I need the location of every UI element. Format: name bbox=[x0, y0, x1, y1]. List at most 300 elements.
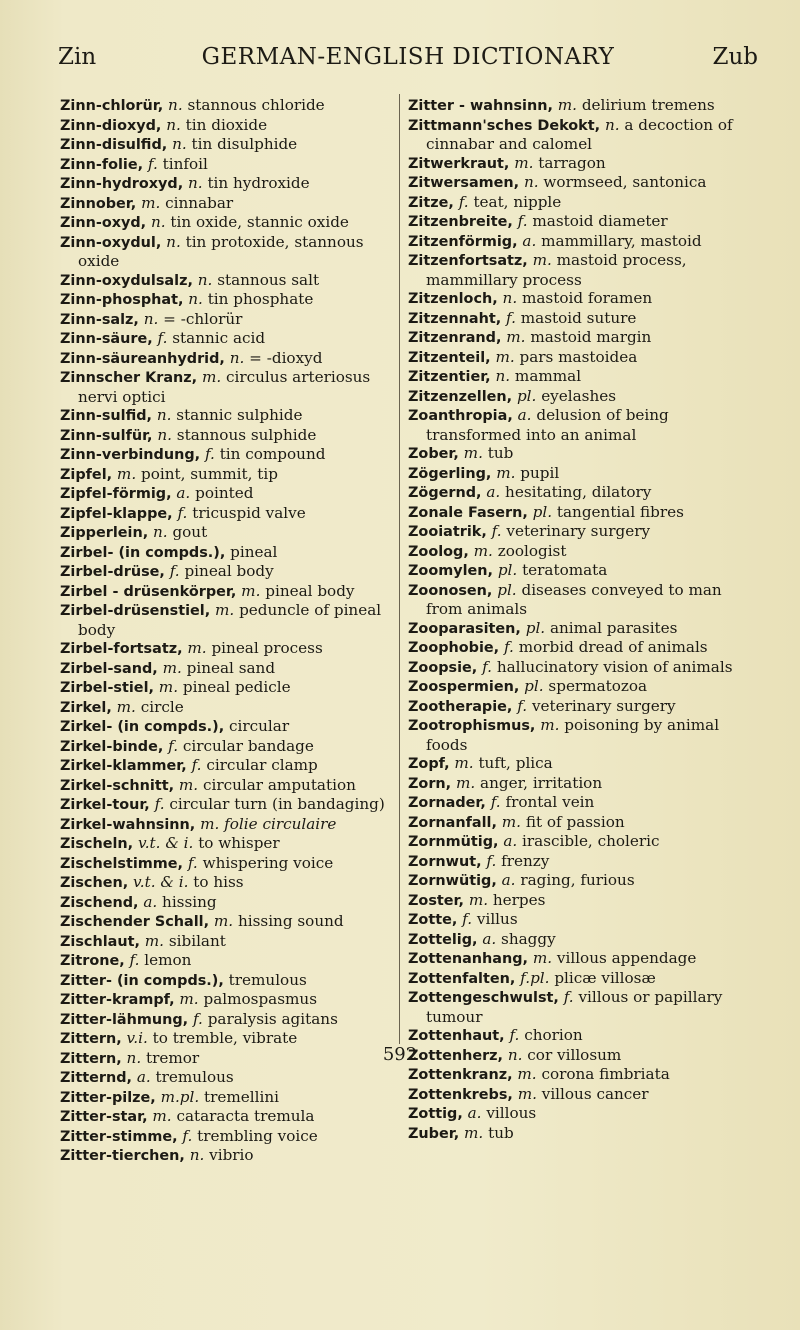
part-of-speech: a. bbox=[501, 871, 516, 889]
definition: villous cancer bbox=[541, 1084, 649, 1103]
headword: Zinn-dioxyd, bbox=[60, 117, 162, 134]
definition: tinfoil bbox=[162, 154, 208, 173]
dictionary-entry bbox=[408, 930, 754, 950]
right-guide-word: Zub bbox=[712, 44, 758, 70]
headword: Zipfel, bbox=[60, 466, 113, 483]
headword: Zirbel-drüsenstiel, bbox=[60, 603, 211, 619]
headword: Zirbel- (in compds.), bbox=[60, 544, 226, 561]
definition: frenzy bbox=[501, 851, 550, 870]
definition: tremellini bbox=[204, 1087, 279, 1106]
definition: pineal bbox=[230, 542, 278, 561]
part-of-speech: m. bbox=[506, 328, 526, 346]
dictionary-entry bbox=[60, 717, 392, 737]
definition: cinnabar bbox=[165, 193, 234, 212]
headword: Zirkel-schnitt, bbox=[60, 777, 175, 794]
definition: poisoning by animal foods bbox=[426, 716, 720, 754]
dictionary-entry bbox=[408, 464, 754, 484]
dictionary-entry bbox=[408, 387, 754, 407]
part-of-speech: f. bbox=[486, 851, 497, 870]
definition: plicæ villosæ bbox=[554, 968, 656, 987]
headword: Zinn-chlorür, bbox=[60, 98, 164, 114]
definition: tub bbox=[488, 1123, 514, 1142]
part-of-speech: pl. bbox=[497, 561, 518, 579]
definition: villous appendage bbox=[556, 949, 697, 967]
part-of-speech: a. bbox=[143, 892, 158, 911]
headword: Zipfel-klappe, bbox=[60, 505, 173, 522]
part-of-speech: a. bbox=[467, 1104, 482, 1122]
dictionary-entry bbox=[60, 1107, 392, 1127]
dictionary-entry bbox=[60, 698, 392, 718]
headword: Zottelig, bbox=[408, 931, 478, 948]
part-of-speech: n. bbox=[197, 270, 213, 289]
definition: vibrio bbox=[209, 1146, 254, 1164]
part-of-speech: f. bbox=[169, 562, 180, 580]
dictionary-entry bbox=[60, 795, 392, 815]
part-of-speech: f. bbox=[168, 736, 179, 755]
definition: a decoction of cinnabar and calomel bbox=[426, 115, 733, 153]
definition: tangential fibres bbox=[556, 502, 684, 521]
dictionary-entry bbox=[408, 1065, 754, 1085]
definition: pineal body bbox=[265, 581, 355, 600]
part-of-speech: m. bbox=[517, 1084, 537, 1103]
running-header bbox=[58, 44, 758, 80]
definition: corona fimbriata bbox=[541, 1065, 670, 1083]
dictionary-entry bbox=[60, 290, 392, 310]
dictionary-entry bbox=[408, 116, 754, 154]
part-of-speech: n. bbox=[157, 425, 172, 444]
definition: mastoid foramen bbox=[521, 289, 653, 307]
definition: tin dioxide bbox=[185, 115, 268, 134]
headword: Zinn-phosphat, bbox=[60, 292, 184, 308]
definition: paralysis agitans bbox=[207, 1009, 338, 1028]
part-of-speech: pl. bbox=[524, 677, 544, 695]
dictionary-entry bbox=[60, 1010, 392, 1030]
headword: Zottenfalten, bbox=[408, 970, 516, 987]
dictionary-entry bbox=[60, 368, 392, 406]
dictionary-entry bbox=[60, 116, 392, 136]
headword: Zitter - wahnsinn, bbox=[408, 98, 553, 114]
definition: pupil bbox=[520, 463, 560, 482]
dictionary-entry bbox=[60, 310, 392, 330]
headword: Zornmütig, bbox=[408, 834, 499, 850]
headword: Zonale Fasern, bbox=[408, 504, 528, 521]
headword: Zipperlein, bbox=[60, 525, 149, 541]
part-of-speech: n. bbox=[229, 348, 245, 367]
definition: mastoid diameter bbox=[532, 212, 668, 230]
definition: to whisper bbox=[198, 834, 280, 852]
dictionary-entry bbox=[60, 639, 392, 659]
headword: Zinn-säureanhydrid, bbox=[60, 350, 225, 367]
part-of-speech: m. bbox=[464, 1123, 484, 1142]
dictionary-entry bbox=[408, 716, 754, 754]
definition: eyelashes bbox=[541, 386, 617, 405]
part-of-speech: f. bbox=[177, 503, 188, 522]
dictionary-entry bbox=[60, 854, 392, 874]
page-number: 592 bbox=[382, 1044, 418, 1065]
definition: tin compound bbox=[219, 445, 326, 463]
dictionary-entry bbox=[60, 932, 392, 952]
definition: zoologist bbox=[497, 541, 567, 560]
dictionary-entry bbox=[408, 754, 754, 774]
headword: Zottenkranz, bbox=[408, 1067, 513, 1083]
headword: Zornwütig, bbox=[408, 873, 497, 889]
part-of-speech: m. bbox=[241, 581, 261, 600]
dictionary-entry bbox=[60, 1127, 392, 1147]
part-of-speech: n. bbox=[126, 1048, 142, 1067]
definition: diseases conveyed to man from animals bbox=[426, 580, 722, 618]
definition: animal parasites bbox=[549, 618, 678, 637]
part-of-speech: f. bbox=[491, 522, 502, 540]
definition: fit of passion bbox=[525, 812, 625, 831]
part-of-speech: f. bbox=[517, 696, 528, 715]
headword: Zirkel, bbox=[60, 699, 112, 716]
part-of-speech: m. bbox=[473, 541, 493, 560]
definition: tarragon bbox=[538, 153, 606, 172]
definition: sibilant bbox=[168, 931, 226, 950]
dictionary-entry bbox=[408, 542, 754, 562]
part-of-speech: a. bbox=[136, 1068, 151, 1086]
part-of-speech: pl. bbox=[516, 386, 537, 405]
headword: Zirkel-binde, bbox=[60, 738, 164, 755]
headword: Zober, bbox=[408, 446, 459, 462]
definition: spermatozoa bbox=[548, 677, 648, 695]
part-of-speech: n. bbox=[188, 290, 203, 308]
headword: Zooparasiten, bbox=[408, 620, 521, 637]
definition: villous bbox=[486, 1104, 537, 1122]
part-of-speech: f. bbox=[482, 657, 492, 676]
headword: Zinn-oxydulsalz, bbox=[60, 272, 193, 289]
definition: irascible, choleric bbox=[522, 832, 660, 850]
part-of-speech: n. bbox=[507, 1045, 523, 1064]
dictionary-entry bbox=[60, 678, 392, 698]
headword: Zinn-sulfür, bbox=[60, 427, 153, 444]
headword: Zirbel-sand, bbox=[60, 660, 158, 677]
headword: Zornanfall, bbox=[408, 814, 497, 831]
definition: pars mastoidea bbox=[519, 347, 638, 366]
definition: chorion bbox=[524, 1026, 583, 1044]
definition: frontal vein bbox=[505, 793, 595, 811]
part-of-speech: m. bbox=[162, 658, 182, 677]
headword: Zottenanhang, bbox=[408, 951, 529, 967]
part-of-speech: f. bbox=[154, 795, 165, 813]
dictionary-entry bbox=[60, 233, 392, 271]
part-of-speech: m. bbox=[495, 347, 515, 366]
definition: tricuspid valve bbox=[192, 503, 306, 522]
headword: Zirbel-drüse, bbox=[60, 564, 165, 580]
dictionary-entry bbox=[60, 406, 392, 426]
headword: Zischend, bbox=[60, 894, 139, 911]
dictionary-entry bbox=[60, 329, 392, 349]
part-of-speech: f. bbox=[192, 1009, 203, 1028]
definition: hallucinatory vision of animals bbox=[496, 657, 733, 676]
definition: peduncle of pineal body bbox=[78, 601, 382, 639]
part-of-speech: m. bbox=[158, 678, 179, 696]
dictionary-entry bbox=[60, 271, 392, 291]
headword: Zirkel- (in compds.), bbox=[60, 719, 225, 735]
dictionary-entry bbox=[408, 96, 754, 116]
definition: pointed bbox=[195, 484, 254, 502]
definition: tin phosphate bbox=[207, 290, 314, 308]
definition: trembling voice bbox=[197, 1126, 318, 1145]
dictionary-entry bbox=[408, 638, 754, 658]
dictionary-entry bbox=[60, 213, 392, 233]
headword: Zitrone, bbox=[60, 953, 125, 969]
headword: Zottenherz, bbox=[408, 1047, 504, 1064]
definition: stannous sulphide bbox=[176, 425, 317, 444]
headword: Zorn, bbox=[408, 775, 452, 792]
definition: stannic sulphide bbox=[176, 406, 303, 424]
headword: Zootherapie, bbox=[408, 698, 513, 715]
definition: pineal body bbox=[184, 562, 274, 580]
part-of-speech: f. bbox=[509, 1026, 520, 1044]
part-of-speech: pl. bbox=[532, 502, 553, 521]
part-of-speech: f. bbox=[563, 988, 574, 1006]
dictionary-entry bbox=[408, 677, 754, 697]
dictionary-entry bbox=[408, 871, 754, 891]
dictionary-entry bbox=[60, 174, 392, 194]
part-of-speech: n. bbox=[166, 232, 181, 251]
definition: teat, nipple bbox=[473, 192, 562, 211]
part-of-speech: m. bbox=[514, 153, 534, 172]
headword: Zitternd, bbox=[60, 1070, 132, 1086]
part-of-speech: f. bbox=[147, 154, 158, 173]
part-of-speech: m. bbox=[215, 601, 235, 619]
definition: hissing bbox=[162, 892, 217, 911]
headword: Zirbel-fortsatz, bbox=[60, 641, 183, 657]
headword: Zitzenbreite, bbox=[408, 214, 513, 230]
definition: circular amputation bbox=[202, 775, 356, 794]
part-of-speech: m. bbox=[463, 444, 483, 462]
dictionary-entry bbox=[60, 445, 392, 465]
definition: circular clamp bbox=[206, 756, 318, 774]
headword: Zoopsie, bbox=[408, 659, 478, 676]
definition: cor villosum bbox=[527, 1045, 622, 1064]
part-of-speech: m. bbox=[178, 775, 199, 794]
headword: Zittmann'sches Dekokt, bbox=[408, 117, 601, 134]
dictionary-entry bbox=[408, 1085, 754, 1105]
definition: circular turn (in bandaging) bbox=[169, 795, 385, 813]
headword: Zitwersamen, bbox=[408, 175, 520, 191]
definition: tub bbox=[487, 444, 514, 462]
headword: Zitzenfortsatz, bbox=[408, 253, 528, 269]
dictionary-entry bbox=[408, 852, 754, 872]
headword: Zoanthropia, bbox=[408, 408, 513, 424]
dictionary-entry bbox=[408, 503, 754, 523]
part-of-speech: v.t. & i. bbox=[133, 873, 189, 891]
headword: Zischender Schall, bbox=[60, 914, 210, 930]
part-of-speech: m. bbox=[141, 193, 161, 212]
headword: Zinn-disulfid, bbox=[60, 137, 168, 153]
headword: Zinn-oxyd, bbox=[60, 215, 147, 231]
part-of-speech: f. bbox=[129, 951, 140, 969]
dictionary-entry bbox=[408, 910, 754, 930]
definition: circulus arteriosus nervi optici bbox=[78, 368, 371, 406]
headword: Zitter-stimme, bbox=[60, 1128, 178, 1145]
dictionary-entry bbox=[60, 96, 392, 116]
dictionary-entry bbox=[408, 289, 754, 309]
headword: Zirkel-wahnsinn, bbox=[60, 816, 196, 833]
part-of-speech: f. bbox=[462, 910, 473, 928]
part-of-speech: n. bbox=[188, 174, 203, 192]
dictionary-entry bbox=[60, 756, 392, 776]
dictionary-entry bbox=[408, 658, 754, 678]
definition: herpes bbox=[492, 890, 546, 909]
definition: tin protoxide, stannous oxide bbox=[78, 232, 364, 270]
headword: Zitter-krampf, bbox=[60, 992, 175, 1008]
dictionary-entry bbox=[408, 793, 754, 813]
headword: Zischeln, bbox=[60, 836, 134, 852]
dictionary-entry bbox=[408, 483, 754, 503]
headword: Zirbel-stiel, bbox=[60, 680, 154, 696]
definition: delirium tremens bbox=[581, 96, 715, 114]
part-of-speech: n. bbox=[495, 367, 511, 385]
definition: raging, furious bbox=[520, 871, 635, 889]
headword: Zinn-salz, bbox=[60, 311, 139, 328]
definition: mastoid suture bbox=[520, 308, 637, 327]
headword: Zirbel - drüsenkörper, bbox=[60, 583, 237, 600]
headword: Zittern, bbox=[60, 1050, 122, 1067]
definition: circular bandage bbox=[182, 736, 314, 755]
headword: Zoolog, bbox=[408, 543, 469, 560]
dictionary-entry bbox=[60, 155, 392, 175]
dictionary-entry bbox=[60, 659, 392, 679]
headword: Zinn-hydroxyd, bbox=[60, 176, 184, 192]
dictionary-entry bbox=[408, 212, 754, 232]
headword: Zinn-sulfid, bbox=[60, 408, 153, 424]
part-of-speech: n. bbox=[604, 115, 620, 134]
definition: pineal sand bbox=[186, 658, 276, 677]
headword: Zinn-folie, bbox=[60, 156, 144, 173]
part-of-speech: a. bbox=[486, 483, 501, 501]
definition: whispering voice bbox=[202, 853, 334, 872]
dictionary-entry bbox=[408, 1104, 754, 1124]
part-of-speech: n. bbox=[150, 213, 166, 231]
dictionary-entry bbox=[60, 834, 392, 854]
definition: pineal process bbox=[211, 639, 323, 657]
dictionary-entry bbox=[60, 504, 392, 524]
dictionary-entry bbox=[408, 1026, 754, 1046]
part-of-speech: pl. bbox=[525, 618, 546, 637]
part-of-speech: f. bbox=[182, 1126, 193, 1145]
part-of-speech: m. bbox=[501, 812, 521, 831]
part-of-speech: m. bbox=[116, 464, 137, 483]
part-of-speech: f. bbox=[191, 756, 202, 774]
part-of-speech: m. bbox=[179, 990, 199, 1008]
part-of-speech: m. bbox=[200, 814, 220, 833]
definition: cataracta tremula bbox=[176, 1107, 315, 1125]
headword: Zischlaut, bbox=[60, 933, 140, 950]
headword: Zitzenzellen, bbox=[408, 388, 513, 405]
definition: stannous salt bbox=[217, 270, 320, 289]
dictionary-entry bbox=[408, 173, 754, 193]
headword: Zuber, bbox=[408, 1125, 460, 1142]
definition: tin disulphide bbox=[191, 135, 298, 153]
headword: Zitze, bbox=[408, 194, 454, 211]
part-of-speech: m. bbox=[454, 754, 474, 772]
part-of-speech: m. bbox=[532, 251, 552, 269]
part-of-speech: m. bbox=[116, 697, 136, 716]
part-of-speech: f. bbox=[458, 192, 469, 211]
headword: Zotte, bbox=[408, 912, 458, 928]
dictionary-entry bbox=[408, 348, 754, 368]
headword: Zornwut, bbox=[408, 853, 482, 870]
dictionary-entry bbox=[408, 774, 754, 794]
dictionary-entry bbox=[60, 465, 392, 485]
dictionary-entry bbox=[60, 815, 392, 835]
headword: Zirkel-klammer, bbox=[60, 758, 187, 774]
headword: Zitter- (in compds.), bbox=[60, 972, 224, 989]
part-of-speech: m. bbox=[496, 463, 516, 482]
part-of-speech: f. bbox=[157, 329, 168, 347]
headword: Zischelstimme, bbox=[60, 855, 183, 872]
headword: Zitwerkraut, bbox=[408, 155, 510, 172]
headword: Zooiatrik, bbox=[408, 524, 487, 540]
headword: Zottenhaut, bbox=[408, 1028, 505, 1044]
part-of-speech: m. bbox=[455, 773, 476, 792]
definition: hissing sound bbox=[237, 912, 344, 930]
dictionary-entry bbox=[60, 543, 392, 563]
part-of-speech: f. bbox=[204, 445, 215, 463]
headword: Zottengeschwulst, bbox=[408, 990, 559, 1006]
dictionary-entry bbox=[60, 601, 392, 639]
headword: Zitzenförmig, bbox=[408, 233, 518, 250]
part-of-speech: v.i. bbox=[126, 1029, 148, 1047]
dictionary-entry bbox=[60, 912, 392, 932]
part-of-speech: n. bbox=[166, 115, 181, 134]
dictionary-entry bbox=[60, 951, 392, 971]
definition: hesitating, dilatory bbox=[505, 483, 652, 501]
headword: Zipfel-förmig, bbox=[60, 486, 172, 502]
part-of-speech: f. bbox=[517, 212, 528, 230]
definition: shaggy bbox=[501, 929, 556, 948]
part-of-speech: n. bbox=[189, 1146, 205, 1164]
headword: Zischen, bbox=[60, 875, 129, 891]
part-of-speech: n. bbox=[153, 523, 168, 541]
definition: point, summit, tip bbox=[140, 464, 278, 483]
dictionary-entry bbox=[408, 561, 754, 581]
dictionary-entry bbox=[408, 969, 754, 989]
part-of-speech: m.pl. bbox=[160, 1087, 200, 1106]
headword: Zottig, bbox=[408, 1106, 463, 1122]
headword: Zinn-verbindung, bbox=[60, 447, 201, 463]
dictionary-entry bbox=[60, 582, 392, 602]
definition: stannous chloride bbox=[187, 96, 325, 114]
definition: mastoid process, mammillary process bbox=[426, 251, 687, 289]
definition: veterinary surgery bbox=[531, 696, 676, 715]
definition: tremulous bbox=[228, 970, 307, 989]
dictionary-entry bbox=[408, 406, 754, 444]
dictionary-entry bbox=[408, 949, 754, 969]
dictionary-entry bbox=[408, 328, 754, 348]
dictionary-entry bbox=[408, 309, 754, 329]
dictionary-entry bbox=[408, 988, 754, 1026]
dictionary-entry bbox=[408, 813, 754, 833]
definition: villus bbox=[476, 910, 518, 928]
definition: veterinary surgery bbox=[506, 522, 651, 540]
headword: Zitzenrand, bbox=[408, 330, 502, 346]
dictionary-entry bbox=[60, 523, 392, 543]
dictionary-entry bbox=[408, 891, 754, 911]
part-of-speech: m. bbox=[468, 890, 489, 909]
part-of-speech: n. bbox=[156, 406, 172, 424]
dictionary-entry bbox=[60, 562, 392, 582]
definition: teratomata bbox=[522, 561, 608, 579]
dictionary-entry bbox=[408, 697, 754, 717]
part-of-speech: m. bbox=[557, 96, 577, 114]
definition: tremulous bbox=[155, 1068, 234, 1086]
part-of-speech: m. bbox=[532, 949, 553, 967]
right-column bbox=[408, 96, 754, 1143]
